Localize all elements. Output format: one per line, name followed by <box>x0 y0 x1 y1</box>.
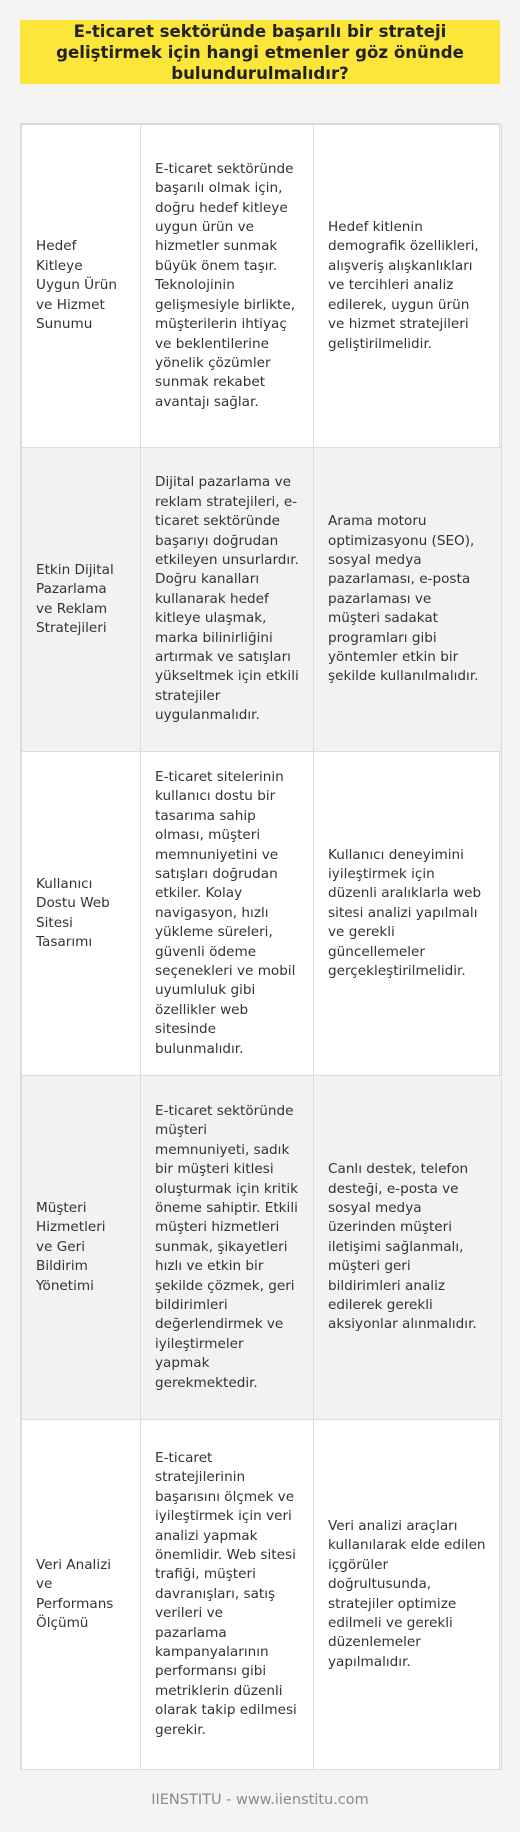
page-title: E-ticaret sektöründe başarılı bir strateji geliştirmek için hangi etmenler göz önünde bulundurulmalıdır? <box>56 21 464 83</box>
description-cell: E-ticaret stratejilerinin başarısını ölçmek ve iyileştirmek için veri analizi yapmak önemlidir. Web sitesi trafiği, müşteri davranışları, satış verileri ve pazarlama kampanyalarının performansı gibi metriklerin düzenli olarak takip edilmesi gerekir. <box>141 1420 314 1770</box>
table-row <box>22 1076 502 1420</box>
description-cell: Dijital pazarlama ve reklam stratejileri, e-ticaret sektöründe başarıyı doğrudan etkileyen unsurlardır. Doğru kanalları kullanarak hedef kitleye ulaşmak, marka bilinirliğini artırmak ve satışları yükseltmek için etkili stratejiler uygulanmalıdır. <box>141 448 314 752</box>
factor-cell: Müşteri Hizmetleri ve Geri Bildirim Yönetimi <box>22 1076 141 1420</box>
description-cell: E-ticaret sitelerinin kullanıcı dostu bir tasarıma sahip olması, müşteri memnuniyetini ve satışları doğrudan etkiler. Kolay navigasyon, hızlı yükleme süreleri, güvenli ödeme seçenekleri ve mobil uyumluluk gibi özellikler web sitesinde bulunmalıdır. <box>141 752 314 1076</box>
title-banner <box>20 20 500 84</box>
table-row <box>22 448 502 752</box>
recommendation-cell: Hedef kitlenin demografik özellikleri, alışveriş alışkanlıkları ve tercihleri analiz edilerek, uygun ürün ve hizmet stratejileri geliştirilmelidir. <box>314 125 502 448</box>
factor-cell: Etkin Dijital Pazarlama ve Reklam Stratejileri <box>22 448 141 752</box>
factor-cell: Veri Analizi ve Performans Ölçümü <box>22 1420 141 1770</box>
table-row <box>22 1420 502 1770</box>
recommendation-cell: Kullanıcı deneyimini iyileştirmek için düzenli aralıklarla web sitesi analizi yapılmalı ve gerekli güncellemeler gerçekleştirilmelidir. <box>314 752 502 1076</box>
description-cell: E-ticaret sektöründe başarılı olmak için, doğru hedef kitleye uygun ürün ve hizmetler sunmak büyük önem taşır. Teknolojinin gelişmesiyle birlikte, müşterilerin ihtiyaç ve beklentilerine yönelik çözümler sunmak rekabet avantajı sağlar. <box>141 125 314 448</box>
factor-cell: Kullanıcı Dostu Web Sitesi Tasarımı <box>22 752 141 1076</box>
description-cell: E-ticaret sektöründe müşteri memnuniyeti, sadık bir müşteri kitlesi oluşturmak için kritik öneme sahiptir. Etkili müşteri hizmetleri sunmak, şikayetleri hızlı ve etkin bir şekilde çözmek, geri bildirimleri değerlendirmek ve iyileştirmeler yapmak gerekmektedir. <box>141 1076 314 1420</box>
table-row <box>22 752 502 1076</box>
recommendation-cell: Veri analizi araçları kullanılarak elde edilen içgörüler doğrultusunda, stratejiler optimize edilmeli ve gerekli düzenlemeler yapılmalıdır. <box>314 1420 502 1770</box>
factor-cell: Hedef Kitleye Uygun Ürün ve Hizmet Sunumu <box>22 125 141 448</box>
strategy-table <box>20 123 500 1770</box>
footer-credit: IIENSTITU - www.iienstitu.com <box>151 1792 369 1808</box>
recommendation-cell: Canlı destek, telefon desteği, e-posta ve sosyal medya üzerinden müşteri iletişimi sağlanmalı, müşteri geri bildirimleri analiz edilerek gerekli aksiyonlar alınmalıdır. <box>314 1076 502 1420</box>
recommendation-cell: Arama motoru optimizasyonu (SEO), sosyal medya pazarlaması, e-posta pazarlaması ve müşteri sadakat programları gibi yöntemler etkin bir şekilde kullanılmalıdır. <box>314 448 502 752</box>
table-row <box>22 125 502 448</box>
